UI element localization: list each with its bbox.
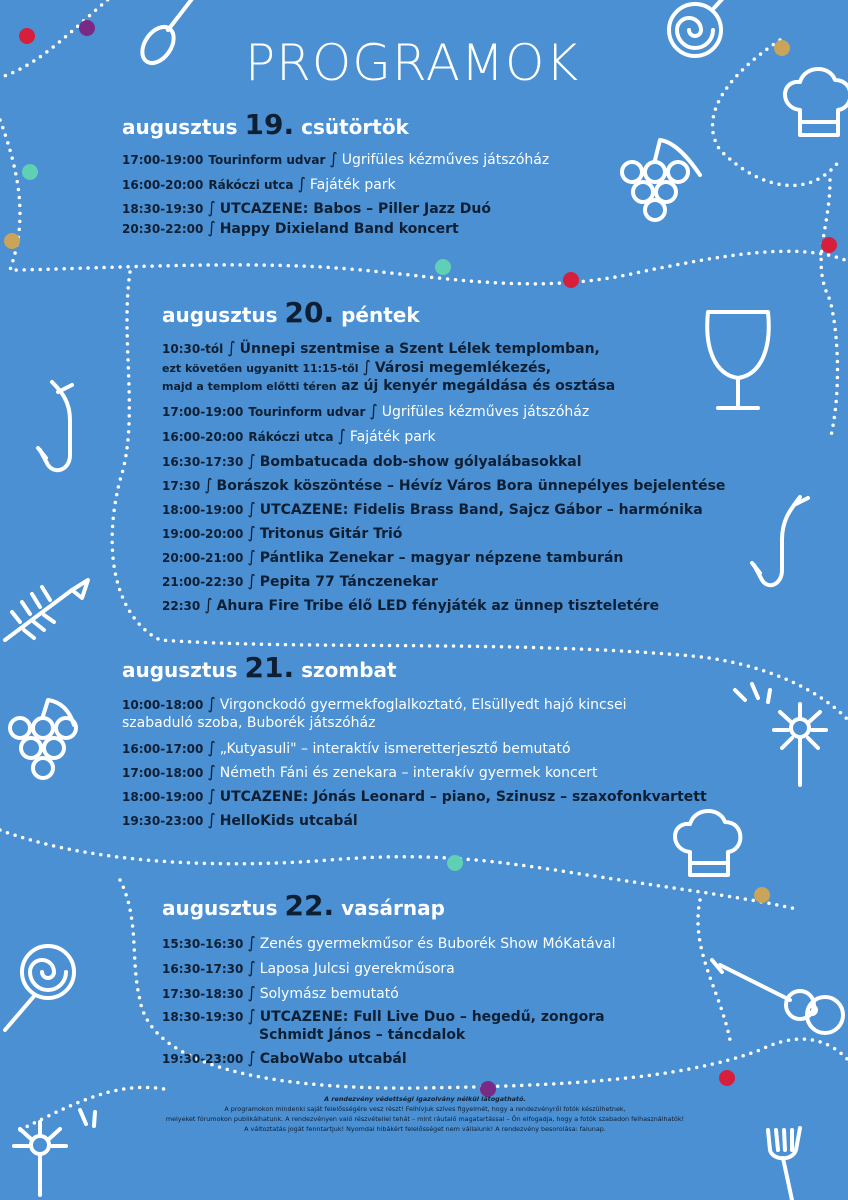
separator-icon: ∫	[362, 357, 371, 376]
program-event: UTCAZENE: Babos – Piller Jazz Duó	[219, 201, 492, 217]
program-event: szabaduló szoba, Buborék játszóház	[122, 715, 376, 731]
guitar-icon	[712, 960, 843, 1033]
program-event: Tritonus Gitár Trió	[259, 526, 403, 542]
chef-hat-icon	[675, 811, 740, 875]
program-row	[162, 426, 436, 447]
program-event: Fajáték park	[349, 429, 436, 445]
separator-icon: ∫	[247, 1048, 256, 1067]
separator-icon: ∫	[297, 174, 306, 193]
program-time: 17:00-19:00	[162, 405, 244, 419]
program-row	[162, 1006, 605, 1027]
footer-notice	[110, 1094, 740, 1134]
separator-icon: ∫	[247, 933, 256, 952]
program-event: Fajáték park	[309, 177, 396, 193]
program-event: „Kutyasuli" – interaktív ismeretterjesztő bemutató	[219, 741, 571, 757]
separator-icon: ∫	[227, 338, 236, 357]
program-event: Schmidt János – táncdalok	[259, 1027, 466, 1043]
fork-icon	[768, 1128, 800, 1200]
program-event: UTCAZENE: Fidelis Brass Band, Sajcz Gábor – harmónika	[259, 502, 703, 518]
page-title: PROGRAMOK	[245, 34, 580, 92]
separator-icon: ∫	[207, 810, 216, 829]
separator-icon: ∫	[247, 451, 256, 470]
program-row	[162, 499, 703, 520]
program-event: HelloKids utcabál	[219, 813, 358, 829]
program-event: Borászok köszöntése – Hévíz Város Bora ünnepélyes bejelentése	[216, 478, 726, 494]
program-row	[122, 810, 358, 831]
program-time: 16:30-17:30	[162, 455, 244, 469]
fork-icon	[136, 0, 195, 69]
separator-icon: ∫	[207, 738, 216, 757]
program-event: Ünnepi szentmise a Szent Lélek templomban,	[239, 341, 600, 357]
grapes-icon	[10, 700, 76, 778]
day-number: 19.	[244, 108, 295, 141]
program-time: 18:00-19:00	[122, 790, 204, 804]
program-event: Pántlika Zenekar – magyar népzene tamburán	[259, 550, 624, 566]
chef-hat-icon	[785, 69, 848, 135]
program-time: 19:00-20:00	[162, 527, 244, 541]
program-event: Németh Fáni és zenekara – interakív gyermek koncert	[219, 765, 598, 781]
program-row	[162, 547, 623, 568]
program-event: Solymász bemutató	[259, 986, 399, 1002]
program-place: Rákóczi utca	[208, 178, 294, 192]
program-place: Tourinform udvar	[208, 153, 326, 167]
program-row	[122, 786, 707, 807]
program-time: 18:30-19:30	[122, 202, 204, 216]
program-time: 20:30-22:00	[122, 222, 204, 236]
program-row	[122, 174, 396, 195]
program-time: 21:00-22:30	[162, 575, 244, 589]
program-time: 19:30-23:00	[162, 1052, 244, 1066]
program-event: Pepita 77 Tánczenekar	[259, 574, 438, 590]
program-time: 16:00-20:00	[122, 178, 204, 192]
program-row	[162, 401, 589, 422]
footer-line: A változtatás jogát fenntartjuk! Nyomdai hibákért felelősséget nem vállalunk! A rendezvény besorolása: falunap.	[244, 1125, 606, 1133]
program-row	[162, 451, 582, 472]
program-event: Városi megemlékezés,	[374, 360, 552, 376]
program-row	[162, 571, 438, 592]
program-row	[122, 198, 491, 219]
separator-icon: ∫	[204, 595, 213, 614]
separator-icon: ∫	[207, 198, 216, 217]
program-time: 20:00-21:00	[162, 551, 244, 565]
separator-icon: ∫	[247, 1006, 256, 1025]
day-name: vasárnap	[341, 896, 445, 920]
day-number: 21.	[244, 651, 295, 684]
separator-icon: ∫	[207, 762, 216, 781]
footer-line: melyeket fórumokon publikálhatunk. A rendezvényen való részvétellel tehát – mint ráutaló magatartással – Ön elfogadja, hogy a fotók szabadon felhasználhatók!	[165, 1115, 685, 1123]
day-name: szombat	[301, 658, 397, 682]
separator-icon: ∫	[247, 958, 256, 977]
day-month: augusztus	[122, 658, 238, 682]
program-row	[162, 958, 455, 979]
program-row	[162, 523, 402, 544]
fish-bone-icon	[5, 580, 88, 640]
program-event: UTCAZENE: Jónás Leonard – piano, Szinusz – szaxofonkvartett	[219, 789, 707, 805]
dandelion-icon	[14, 1110, 95, 1195]
program-event: Ahura Fire Tribe élő LED fényjáték az ünnep tiszteletére	[216, 598, 660, 614]
program-row	[162, 595, 659, 616]
separator-icon: ∫	[369, 401, 378, 420]
program-row	[162, 1048, 407, 1069]
program-event: Bombatucada dob-show gólyalábasokkal	[259, 454, 582, 470]
program-time: 17:00-19:00	[122, 153, 204, 167]
separator-icon: ∫	[337, 426, 346, 445]
program-time: 15:30-16:30	[162, 937, 244, 951]
separator-icon: ∫	[247, 571, 256, 590]
day-heading-21	[122, 651, 397, 684]
program-event: az új kenyér megáldása és osztása	[341, 378, 616, 394]
program-event: Virgonckodó gyermekfoglalkoztató, Elsüllyedt hajó kincsei	[219, 697, 627, 713]
program-time: 16:00-17:00	[122, 742, 204, 756]
program-row	[122, 149, 549, 170]
program-row	[162, 475, 725, 496]
wine-glass-icon	[707, 312, 769, 408]
dandelion-icon	[735, 684, 826, 785]
program-time: 16:00-20:00	[162, 430, 244, 444]
program-note: majd a templom előtti téren	[162, 380, 337, 393]
program-row	[162, 376, 615, 397]
program-event: Zenés gyermekműsor és Buborék Show MóKatával	[259, 936, 616, 952]
program-time: 10:30-tól	[162, 342, 224, 356]
day-month: augusztus	[162, 896, 278, 920]
footer-line: A rendezvény védettségi igazolvány nélkül látogatható.	[324, 1095, 526, 1103]
program-row-continued	[259, 1025, 465, 1045]
program-time: 19:30-23:00	[122, 814, 204, 828]
program-time: 10:00-18:00	[122, 698, 204, 712]
program-time: 18:00-19:00	[162, 503, 244, 517]
program-place: Tourinform udvar	[248, 405, 366, 419]
grapes-icon	[622, 140, 700, 220]
program-event: Laposa Julcsi gyerekműsora	[259, 961, 455, 977]
day-name: péntek	[341, 303, 420, 327]
program-time: 22:30	[162, 599, 201, 613]
program-event: Ugrifüles kézműves játszóház	[341, 152, 550, 168]
program-row	[162, 338, 600, 359]
separator-icon: ∫	[204, 475, 213, 494]
separator-icon: ∫	[247, 983, 256, 1002]
lollipop-icon	[5, 946, 74, 1030]
program-time: 16:30-17:30	[162, 962, 244, 976]
program-time: 17:00-18:00	[122, 766, 204, 780]
day-heading-19	[122, 108, 409, 141]
program-row-continued	[122, 713, 375, 733]
saxophone-icon	[752, 497, 808, 585]
saxophone-icon	[38, 382, 72, 470]
program-event: CaboWabo utcabál	[259, 1051, 407, 1067]
separator-icon: ∫	[207, 694, 216, 713]
day-heading-22	[162, 889, 445, 922]
program-row	[122, 694, 627, 715]
day-heading-20	[162, 296, 420, 329]
separator-icon: ∫	[207, 218, 216, 237]
program-event: UTCAZENE: Full Live Duo – hegedű, zongora	[259, 1009, 605, 1025]
program-note: ezt követően ugyanitt 11:15-től	[162, 362, 359, 375]
program-row	[122, 738, 571, 759]
footer-line: A programokon mindenki saját felelősségére vesz részt! Felhívjuk szíves figyelmét, hogy a rendezvényről fotók készülhetnek,	[224, 1105, 626, 1113]
program-row	[122, 218, 459, 239]
program-place: Rákóczi utca	[248, 430, 334, 444]
separator-icon: ∫	[247, 547, 256, 566]
program-time: 17:30-18:30	[162, 987, 244, 1001]
program-row	[162, 933, 616, 954]
day-number: 20.	[284, 296, 335, 329]
day-month: augusztus	[162, 303, 278, 327]
separator-icon: ∫	[207, 786, 216, 805]
program-time: 17:30	[162, 479, 201, 493]
day-number: 22.	[284, 889, 335, 922]
program-event: Happy Dixieland Band koncert	[219, 221, 459, 237]
program-row	[122, 762, 598, 783]
program-row	[162, 983, 399, 1004]
day-month: augusztus	[122, 115, 238, 139]
program-event: Ugrifüles kézműves játszóház	[381, 404, 590, 420]
day-name: csütörtök	[301, 115, 409, 139]
lollipop-icon	[669, 0, 735, 56]
separator-icon: ∫	[247, 523, 256, 542]
separator-icon: ∫	[329, 149, 338, 168]
separator-icon: ∫	[247, 499, 256, 518]
program-time: 18:30-19:30	[162, 1010, 244, 1024]
